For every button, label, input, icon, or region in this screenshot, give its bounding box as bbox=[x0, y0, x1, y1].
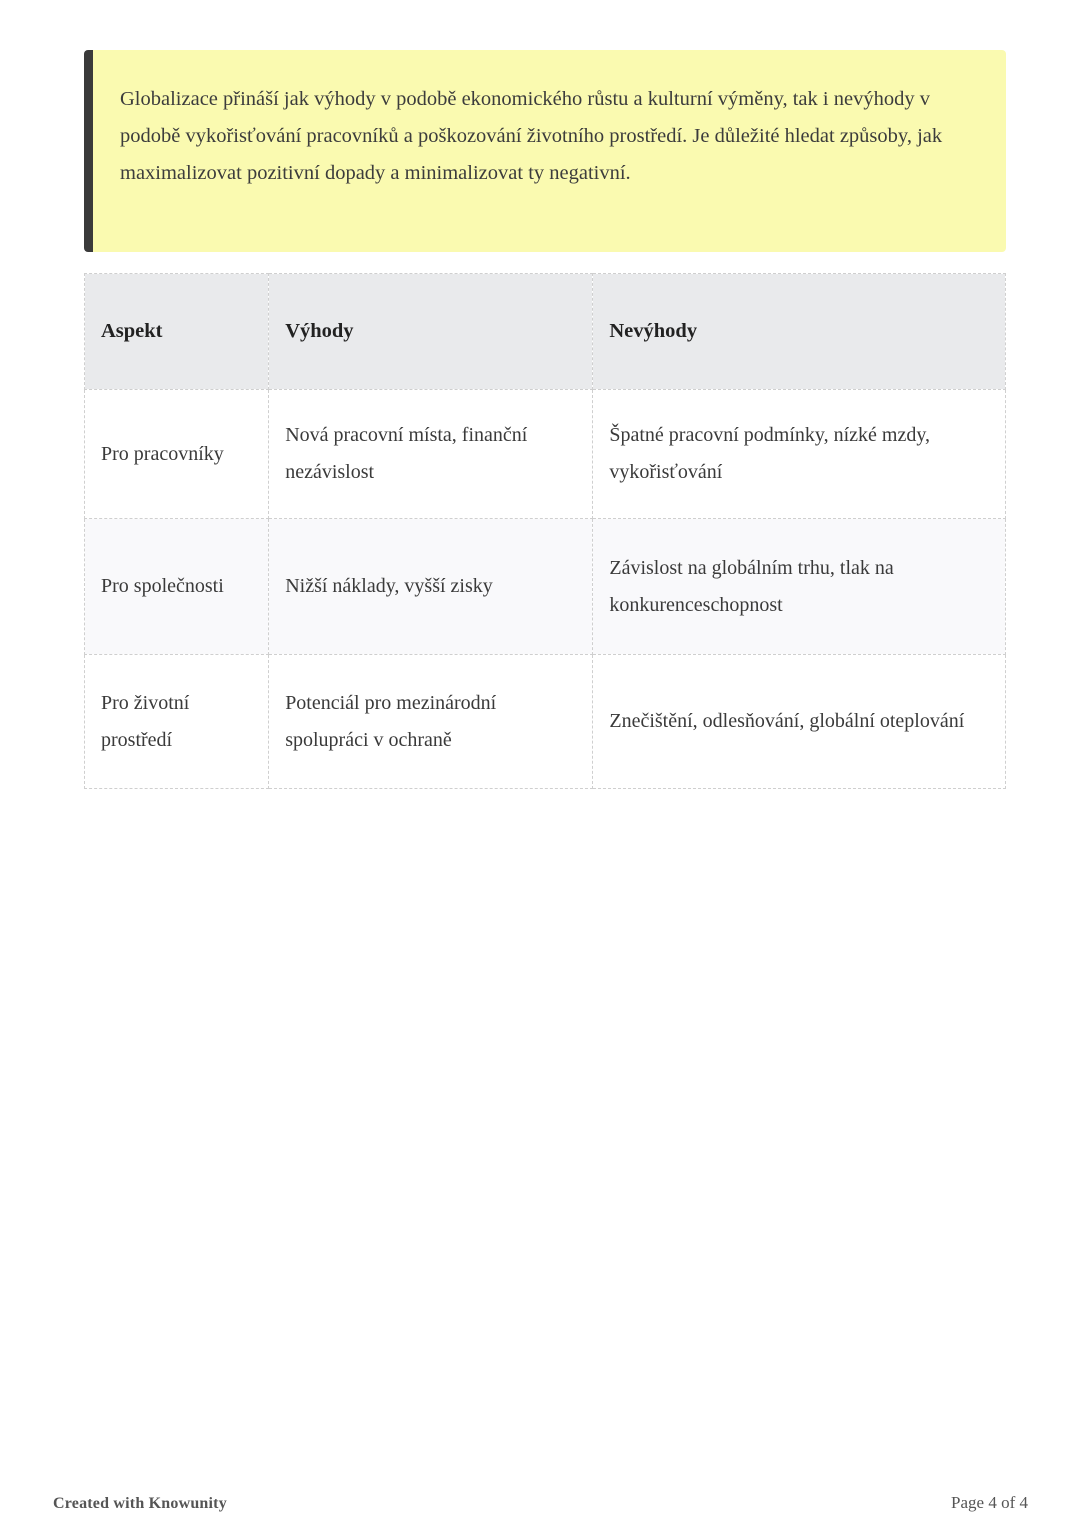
callout-text: Globalizace přináší jak výhody v podobě ekonomického růstu a kulturní výměny, tak i nevýhody v podobě vykořisťování pracovníků a poškozování životního prostředí. Je důležité hledat způsoby, jak maximalizovat pozitivní dopady a minimalizovat ty negativní. bbox=[120, 88, 943, 184]
cell-aspect: Pro životní prostředí bbox=[85, 655, 269, 789]
table-row bbox=[85, 519, 1006, 655]
table-header-aspekt: Aspekt bbox=[85, 274, 269, 390]
cell-advantages: Nová pracovní místa, finanční nezávislost bbox=[269, 390, 593, 519]
page-footer bbox=[53, 1493, 1028, 1513]
comparison-table bbox=[84, 273, 1006, 789]
cell-advantages: Nižší náklady, vyšší zisky bbox=[269, 519, 593, 655]
cell-disadvantages: Závislost na globálním trhu, tlak na konkurenceschopnost bbox=[593, 519, 1006, 655]
cell-aspect: Pro společnosti bbox=[85, 519, 269, 655]
table-header-vyhody: Výhody bbox=[269, 274, 593, 390]
table-header-nevyhody: Nevýhody bbox=[593, 274, 1006, 390]
cell-advantages: Potenciál pro mezinárodní spolupráci v ochraně bbox=[269, 655, 593, 789]
table-header-row bbox=[85, 274, 1006, 390]
footer-branding: Created with Knowunity bbox=[53, 1495, 227, 1512]
callout-box bbox=[84, 50, 1006, 252]
page-content bbox=[84, 50, 1006, 789]
table-row bbox=[85, 390, 1006, 519]
cell-disadvantages: Znečištění, odlesňování, globální oteplování bbox=[593, 655, 1006, 789]
table-row bbox=[85, 655, 1006, 789]
footer-page-number: Page 4 of 4 bbox=[951, 1493, 1028, 1512]
cell-disadvantages: Špatné pracovní podmínky, nízké mzdy, vykořisťování bbox=[593, 390, 1006, 519]
cell-aspect: Pro pracovníky bbox=[85, 390, 269, 519]
